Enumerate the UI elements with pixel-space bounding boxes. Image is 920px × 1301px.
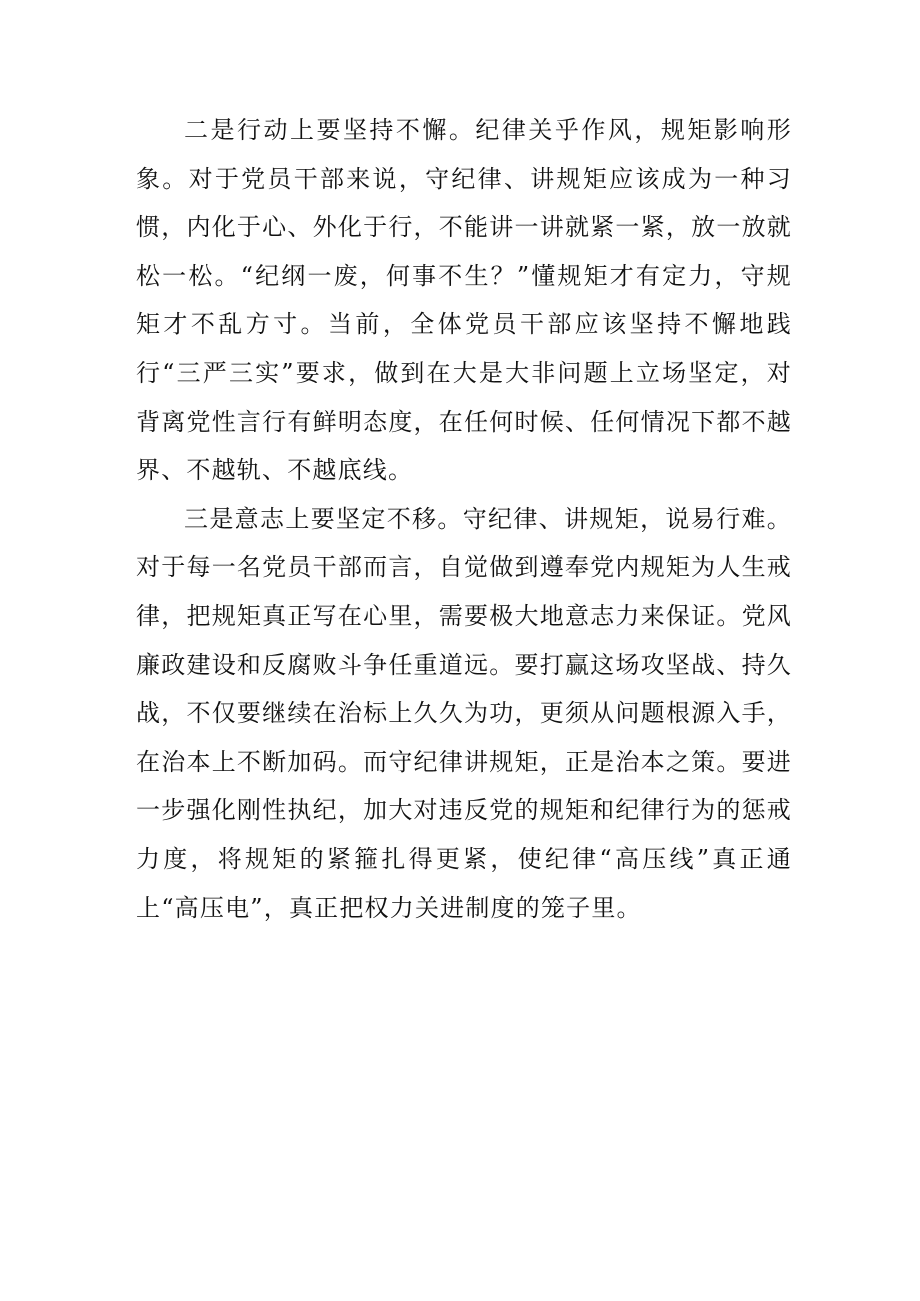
paragraph-will-firmness: 三是意志上要坚定不移。守纪律、讲规矩，说易行难。对于每一名党员干部而言，自觉做到遵奉党内规矩为人生戒律，把规矩真正写在心里，需要极大地意志力来保证。党风廉政建设和反腐败斗争任重道远。要打赢这场攻坚战、持久战，不仅要继续在治标上久久为功，更须从问题根源入手，在治本上不断加码。而守纪律讲规矩，正是治本之策。要进一步强化刚性执纪，加大对违反党的规矩和纪律行为的惩戒力度，将规矩的紧箍扎得更紧，使纪律“高压线”真正通上“高压电”，真正把权力关进制度的笼子里。 [136, 504, 792, 922]
document-body [136, 106, 792, 932]
paragraph-action-persistence: 二是行动上要坚持不懈。纪律关乎作风，规矩影响形象。对于党员干部来说，守纪律、讲规矩应该成为一种习惯，内化于心、外化于行，不能讲一讲就紧一紧，放一放就松一松。“纪纲一废，何事不生？”懂规矩才有定力，守规矩才不乱方寸。当前，全体党员干部应该坚持不懈地践行“三严三实”要求，做到在大是大非问题上立场坚定，对背离党性言行有鲜明态度，在任何时候、任何情况下都不越界、不越轨、不越底线。 [136, 116, 792, 485]
